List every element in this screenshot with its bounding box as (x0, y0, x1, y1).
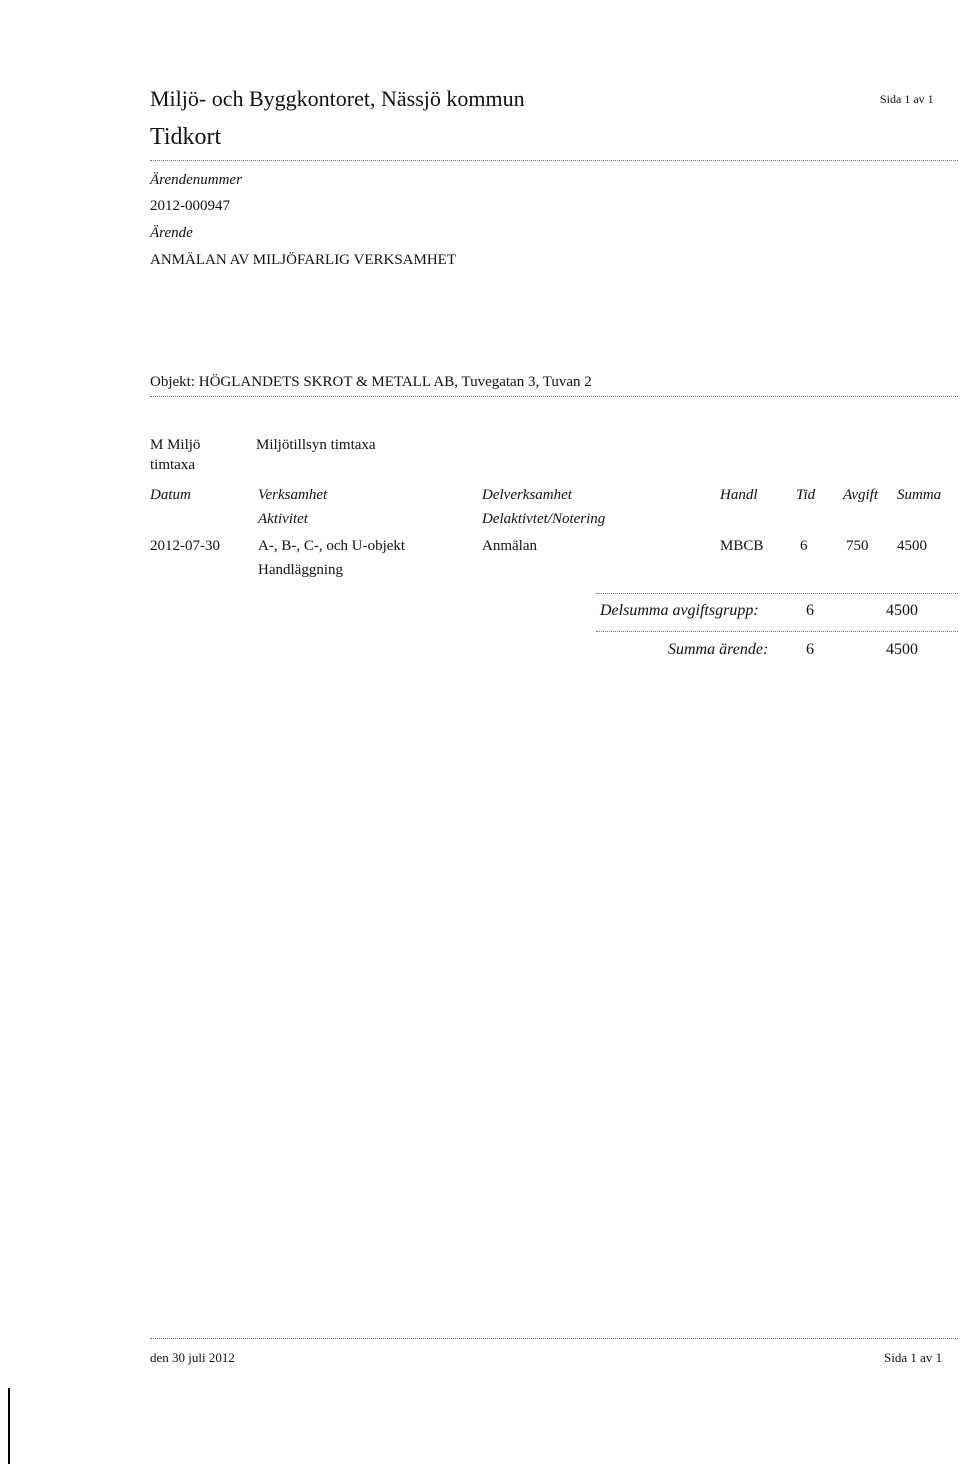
footer-page-indicator: Sida 1 av 1 (884, 1350, 943, 1365)
group-code-line1: M Miljö (150, 437, 201, 453)
divider-subtotal-top (596, 593, 958, 594)
header-delverksamhet: Delverksamhet (482, 487, 572, 503)
page-indicator-top: Sida 1 av 1 (880, 92, 934, 106)
group-name: Miljötillsyn timtaxa (256, 437, 376, 453)
total-label: Summa ärende: (668, 641, 769, 658)
total-sum: 4500 (886, 641, 918, 658)
header-delaktivitet: Delaktivtet/Notering (482, 511, 606, 527)
subtotal-label: Delsumma avgiftsgrupp: (600, 602, 759, 619)
case-number-value: 2012-000947 (150, 198, 230, 214)
header-tid: Tid (796, 487, 816, 503)
organization-name: Miljö- och Byggkontoret, Nässjö kommun (150, 86, 525, 111)
case-subject-value: ANMÄLAN AV MILJÖFARLIG VERKSAMHET (150, 252, 456, 268)
header-datum: Datum (150, 487, 191, 503)
row-tid: 6 (800, 538, 808, 554)
row-verksamhet: A-, B-, C-, och U-objekt (258, 538, 406, 554)
total-tid: 6 (806, 641, 814, 658)
case-subject-label: Ärende (150, 225, 193, 241)
row-handl: MBCB (720, 538, 764, 554)
divider-subtotal-bottom (596, 631, 958, 632)
divider-object (150, 396, 958, 397)
row-avgift: 750 (846, 538, 869, 554)
row-summa: 4500 (897, 538, 927, 554)
row-delverksamhet: Anmälan (482, 538, 537, 554)
subtotal-tid: 6 (806, 602, 814, 619)
divider-header (150, 160, 958, 161)
row-datum: 2012-07-30 (150, 538, 220, 554)
header-aktivitet: Aktivitet (258, 511, 308, 527)
document-title: Tidkort (150, 124, 222, 150)
scan-edge-mark (8, 1388, 10, 1464)
divider-footer (150, 1338, 958, 1339)
header-summa: Summa (897, 487, 942, 503)
footer-date: den 30 juli 2012 (150, 1350, 235, 1365)
object-line: Objekt: HÖGLANDETS SKROT & METALL AB, Tuvegatan 3, Tuvan 2 (150, 374, 592, 390)
row-aktivitet: Handläggning (258, 562, 343, 578)
group-code-line2: timtaxa (150, 457, 195, 473)
header-avgift: Avgift (843, 487, 878, 503)
subtotal-sum: 4500 (886, 602, 918, 619)
header-handl: Handl (720, 487, 758, 503)
header-verksamhet: Verksamhet (258, 487, 328, 503)
case-number-label: Ärendenummer (150, 172, 242, 188)
